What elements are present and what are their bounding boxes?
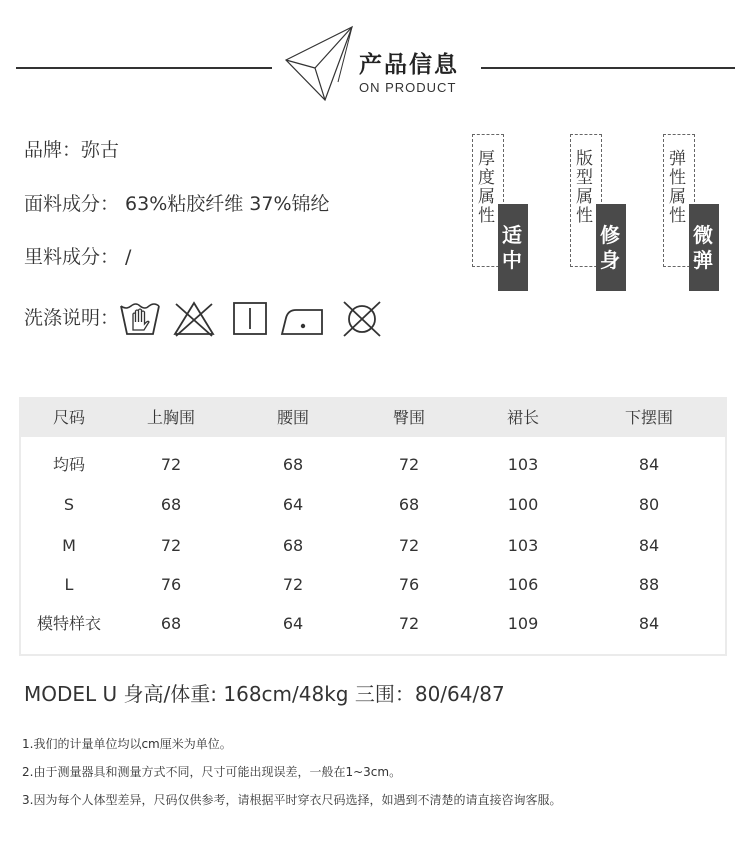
table-cell: M xyxy=(62,536,76,555)
table-cell: 106 xyxy=(507,575,539,594)
table-header-cell: 尺码 xyxy=(52,408,85,427)
line-dry-icon xyxy=(228,298,272,338)
table-cell: 103 xyxy=(507,455,539,474)
table-cell: 84 xyxy=(638,536,660,555)
hand-wash-icon xyxy=(118,298,162,338)
table-cell: 72 xyxy=(160,455,182,474)
table-cell: 72 xyxy=(282,575,304,594)
table-cell: 68 xyxy=(282,455,304,474)
table-header-cell: 下摆围 xyxy=(624,408,673,427)
attribute-value: 适中 xyxy=(502,223,522,272)
attribute-fit xyxy=(570,134,660,294)
attribute-value-box xyxy=(689,204,719,291)
table-cell: 64 xyxy=(282,614,304,633)
table-cell: 88 xyxy=(638,575,660,594)
lining-info: 里料成分： / xyxy=(24,246,132,268)
table-cell: 100 xyxy=(507,495,539,514)
do-not-bleach-icon xyxy=(172,298,216,338)
wash-label: 洗涤说明： xyxy=(24,307,120,329)
brand-info: 品牌：弥古 xyxy=(24,139,120,161)
size-table xyxy=(19,397,727,656)
table-cell: 72 xyxy=(160,536,182,555)
table-cell: 76 xyxy=(398,575,420,594)
table-cell: 109 xyxy=(507,614,539,633)
attribute-elasticity xyxy=(663,134,750,294)
attribute-label: 厚度属性 xyxy=(478,149,495,226)
table-header-cell: 臀围 xyxy=(392,408,425,427)
table-cell: 72 xyxy=(398,455,420,474)
table-cell: 68 xyxy=(160,614,182,633)
table-cell: 80 xyxy=(638,495,660,514)
table-cell: 均码 xyxy=(52,455,85,474)
model-info: MODEL U 身高/体重: 168cm/48kg 三围：80/64/87 xyxy=(24,682,505,706)
table-cell: 76 xyxy=(160,575,182,594)
table-header-cell: 上胸围 xyxy=(146,408,195,427)
attribute-thickness xyxy=(472,134,562,294)
attribute-value-box xyxy=(596,204,626,291)
do-not-tumble-dry-icon xyxy=(340,298,384,338)
table-cell: 68 xyxy=(160,495,182,514)
attribute-value-box xyxy=(498,204,528,291)
note-2: 2.由于测量器具和测量方式不同，尺寸可能出现误差，一般在1~3cm。 xyxy=(22,765,402,779)
attribute-value: 微弹 xyxy=(693,223,713,272)
fabric-info: 面料成分： 63%粘胶纤维 37%锦纶 xyxy=(24,193,330,215)
table-cell: S xyxy=(63,495,75,514)
table-cell: 64 xyxy=(282,495,304,514)
note-3: 3.因为每个人体型差异，尺码仅供参考，请根据平时穿衣尺码选择，如遇到不清楚的请直接咨询客服。 xyxy=(22,793,562,807)
section-title: 产品信息 xyxy=(359,51,459,78)
table-cell: 103 xyxy=(507,536,539,555)
table-cell: 72 xyxy=(398,614,420,633)
table-cell: L xyxy=(64,575,74,594)
table-cell: 84 xyxy=(638,614,660,633)
table-cell: 68 xyxy=(398,495,420,514)
table-cell: 68 xyxy=(282,536,304,555)
table-header-cell: 裙长 xyxy=(506,408,539,427)
table-cell: 模特样衣 xyxy=(36,614,101,633)
table-cell: 72 xyxy=(398,536,420,555)
header-divider-left xyxy=(16,67,272,69)
attribute-value: 修身 xyxy=(600,223,620,272)
note-1: 1.我们的计量单位均以cm厘米为单位。 xyxy=(22,737,232,751)
attribute-label: 版型属性 xyxy=(576,149,593,226)
section-subtitle: ON PRODUCT xyxy=(359,80,457,95)
attribute-label: 弹性属性 xyxy=(669,149,686,226)
table-cell: 84 xyxy=(638,455,660,474)
iron-low-icon xyxy=(280,298,324,338)
triangle-logo-icon xyxy=(282,24,356,104)
table-header-cell: 腰围 xyxy=(276,408,309,427)
header-divider-right xyxy=(481,67,735,69)
